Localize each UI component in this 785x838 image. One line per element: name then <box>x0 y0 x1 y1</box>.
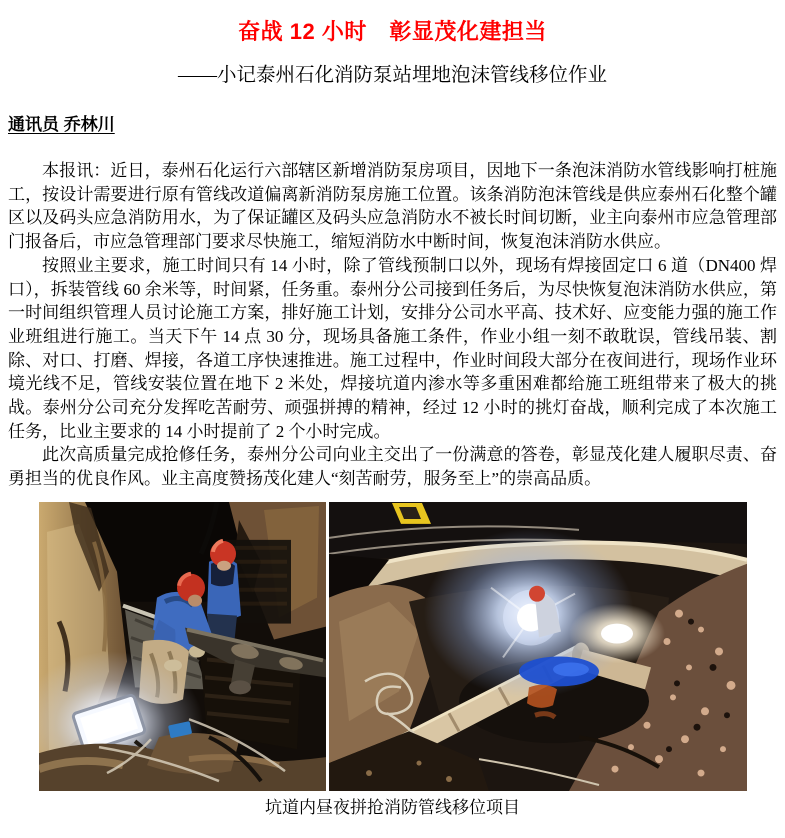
byline: 通讯员 乔林川 <box>8 115 115 134</box>
page-title: 奋战 12 小时 彰显茂化建担当 <box>238 19 547 44</box>
trench-workers-photo-art <box>39 502 326 791</box>
article-paragraph-1: 本报讯：近日，泰州石化运行六部辖区新增消防泵房项目，因地下一条泡沫消防水管线影响打桩施工，按设计需要进行原有管线改道偏离新消防泵房施工位置。该条消防泡沫管线是供应泰州石化整个罐区以及码头应急消防用水，为了保证罐区及码头应急消防水不被长时间切断，业主向泰州市应急管理部门报备后，市应急管理部门要求尽快施工，缩短消防水中断时间，恢复泡沫消防水供应。 <box>8 161 777 252</box>
article-paragraph-2: 按照业主要求，施工时间只有 14 小时，除了管线预制口以外，现场有焊接固定口 6 道（DN400 焊口），拆装管线 60 余米等，时间紧，任务重。泰州分公司接到任务后，为尽快恢复泡沫消防水供应，第一时间组织管理人员讨论施工方案，排好施工计划，安排分公司水平高、技术好、应变能力强的施工作业班组进行施工。当天下午 14 点 30 分，现场具备施工条件，作业小组一刻不敢耽误，管线吊装、割除、对口、打磨、焊接，各道工序快速推进。施工过程中，作业时间段大部分在夜间进行，现场作业环境光线不足，管线安装位置在地下 2 米处，焊接坑道内渗水等多重困难都给施工班组带来了极大的挑战。泰州分公司充分发挥吃苦耐劳、顽强拼搏的精神，经过 12 小时的挑灯奋战，顺利完成了本次施工任务，比业主要求的 14 小时提前了 2 个小时完成。 <box>8 255 777 441</box>
article-paragraph-3: 此次高质量完成抢修任务，泰州分公司向业主交出了一份满意的答卷，彰显茂化建人履职尽责、奋勇担当的优良作风。业主高度赞扬茂化建人“刻苦耐劳，服务至上”的崇高品质。 <box>8 445 777 489</box>
pit-welding-photo-art <box>329 502 747 791</box>
article-body <box>8 159 777 491</box>
page-subtitle: ——小记泰州石化消防泵站埋地泡沫管线移位作业 <box>177 65 607 86</box>
trench-workers-night-photo <box>39 502 326 791</box>
photo-figure <box>8 502 777 818</box>
photo-caption: 坑道内昼夜拼抢消防管线移位项目 <box>265 797 520 817</box>
excavation-pit-welding-night-photo <box>329 502 747 791</box>
photo-row <box>8 502 777 791</box>
